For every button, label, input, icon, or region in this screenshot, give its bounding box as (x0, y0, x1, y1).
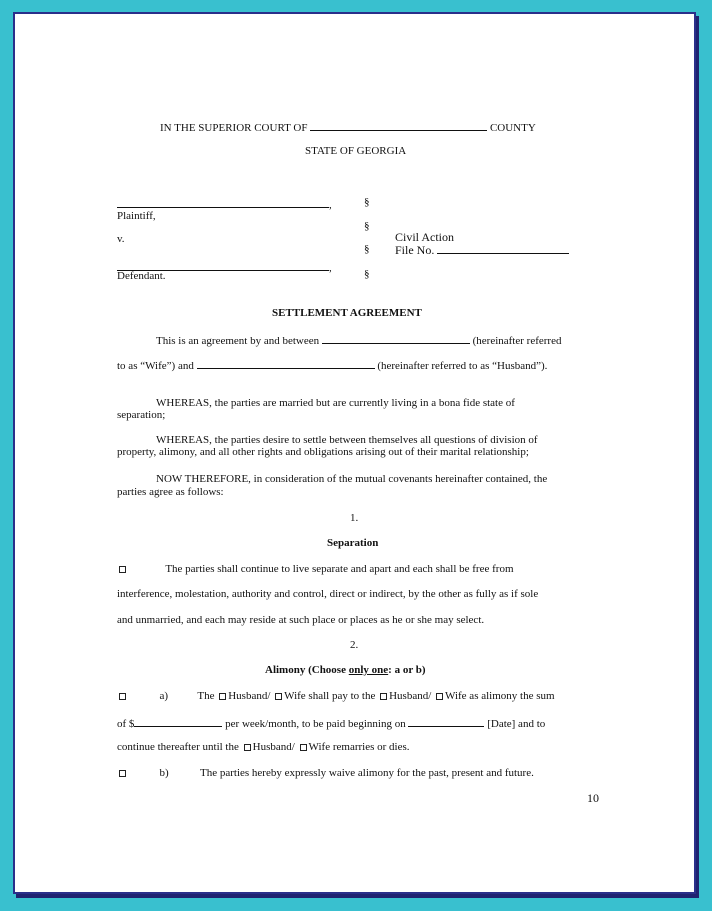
defendant-comma: , (329, 262, 332, 274)
option-b-text: The parties hereby expressly waive alimony for the past, present and future. (199, 767, 534, 779)
whereas-2-line-1: WHEREAS, the parties desire to settle between themselves all questions of division of (156, 434, 538, 446)
alimony-heading-emphasis: only one (348, 664, 389, 676)
option-a-text: The (197, 690, 215, 702)
option-a-text: Wife shall pay to the (284, 690, 376, 702)
intro-text: (hereinafter referred (472, 335, 562, 347)
civil-action-label: Civil Action (395, 230, 455, 244)
intro-line-2 (117, 358, 547, 373)
option-b-checkbox[interactable] (119, 770, 126, 777)
option-a-text: Husband/ (389, 690, 432, 702)
intro-text: This is an agreement by and between (156, 335, 320, 347)
option-a-text: Wife remarries or dies. (308, 741, 410, 753)
alimony-heading-text: Alimony (Choose (265, 664, 349, 676)
section-mark: § (364, 243, 370, 255)
section-mark: § (364, 196, 370, 208)
file-no-blank (437, 243, 569, 254)
wife-payer-checkbox[interactable] (275, 693, 282, 700)
now-therefore-line-2: parties agree as follows: (117, 486, 224, 498)
intro-text: (hereinafter referred to as “Husband”). (377, 360, 548, 372)
option-a-text: [Date] and to (487, 718, 546, 730)
state-heading: STATE OF GEORGIA (305, 145, 407, 157)
option-a-checkbox[interactable] (119, 693, 126, 700)
option-a-text: Husband/ (252, 741, 295, 753)
husband-remarries-checkbox[interactable] (244, 744, 251, 751)
option-a-text: per week/month, to be paid beginning on (225, 718, 406, 730)
separation-line-2: interference, molestation, authority and control, direct or indirect, by the other as fully as if sole (117, 588, 539, 600)
defendant-label: Defendant. (117, 270, 166, 282)
separation-text: The parties shall continue to live separate and apart and each shall be free from (165, 563, 514, 575)
option-a-label: a) (159, 690, 169, 702)
alimony-option-a-line-3 (117, 741, 410, 754)
section-2-heading (265, 664, 426, 677)
separation-checkbox[interactable] (119, 566, 126, 573)
court-label: IN THE SUPERIOR COURT OF (160, 122, 308, 134)
court-header (160, 120, 536, 135)
plaintiff-comma: , (329, 199, 332, 211)
alimony-amount-blank[interactable] (134, 716, 222, 727)
agreement-title: SETTLEMENT AGREEMENT (272, 307, 422, 319)
whereas-1-line-1: WHEREAS, the parties are married but are currently living in a bona fide state of (156, 397, 515, 409)
option-a-text: of $ (117, 718, 135, 730)
plaintiff-blank (117, 197, 329, 208)
county-label: COUNTY (489, 122, 536, 134)
option-a-text: Husband/ (228, 690, 271, 702)
husband-name-blank (197, 358, 375, 369)
file-no-label: File No. (395, 243, 435, 257)
wife-remarries-checkbox[interactable] (300, 744, 307, 751)
intro-text: to as “Wife”) and (117, 360, 194, 372)
alimony-heading-text: : a or b) (388, 664, 426, 676)
separation-line-1 (117, 563, 514, 576)
alimony-date-blank[interactable] (408, 716, 484, 727)
alimony-option-a-line-1 (117, 690, 555, 703)
separation-line-3: and unmarried, and each may reside at such place or places as he or she may select. (117, 614, 485, 626)
county-blank (310, 120, 487, 131)
option-b-label: b) (159, 767, 169, 779)
alimony-option-b (117, 767, 534, 780)
now-therefore-line-1: NOW THEREFORE, in consideration of the mutual covenants hereinafter contained, the (156, 473, 548, 485)
alimony-option-a-line-2 (117, 716, 545, 731)
wife-payee-checkbox[interactable] (436, 693, 443, 700)
wife-name-blank (322, 333, 470, 344)
section-1-heading: Separation (327, 537, 379, 549)
section-mark: § (364, 220, 370, 232)
whereas-1-line-2: separation; (117, 409, 166, 421)
plaintiff-label: Plaintiff, (117, 210, 156, 222)
section-1-number: 1. (350, 512, 359, 524)
section-mark: § (364, 268, 370, 280)
husband-payer-checkbox[interactable] (219, 693, 226, 700)
page-number: 10 (587, 791, 599, 805)
versus-label: v. (117, 233, 125, 245)
section-2-number: 2. (350, 639, 359, 651)
option-a-text: continue thereafter until the (117, 741, 239, 753)
whereas-2-line-2: property, alimony, and all other rights and obligations arising out of their marital relationship; (117, 446, 529, 458)
intro-line-1 (156, 333, 561, 348)
husband-payee-checkbox[interactable] (380, 693, 387, 700)
option-a-text: Wife as alimony the sum (445, 690, 555, 702)
file-no-row (395, 243, 569, 257)
